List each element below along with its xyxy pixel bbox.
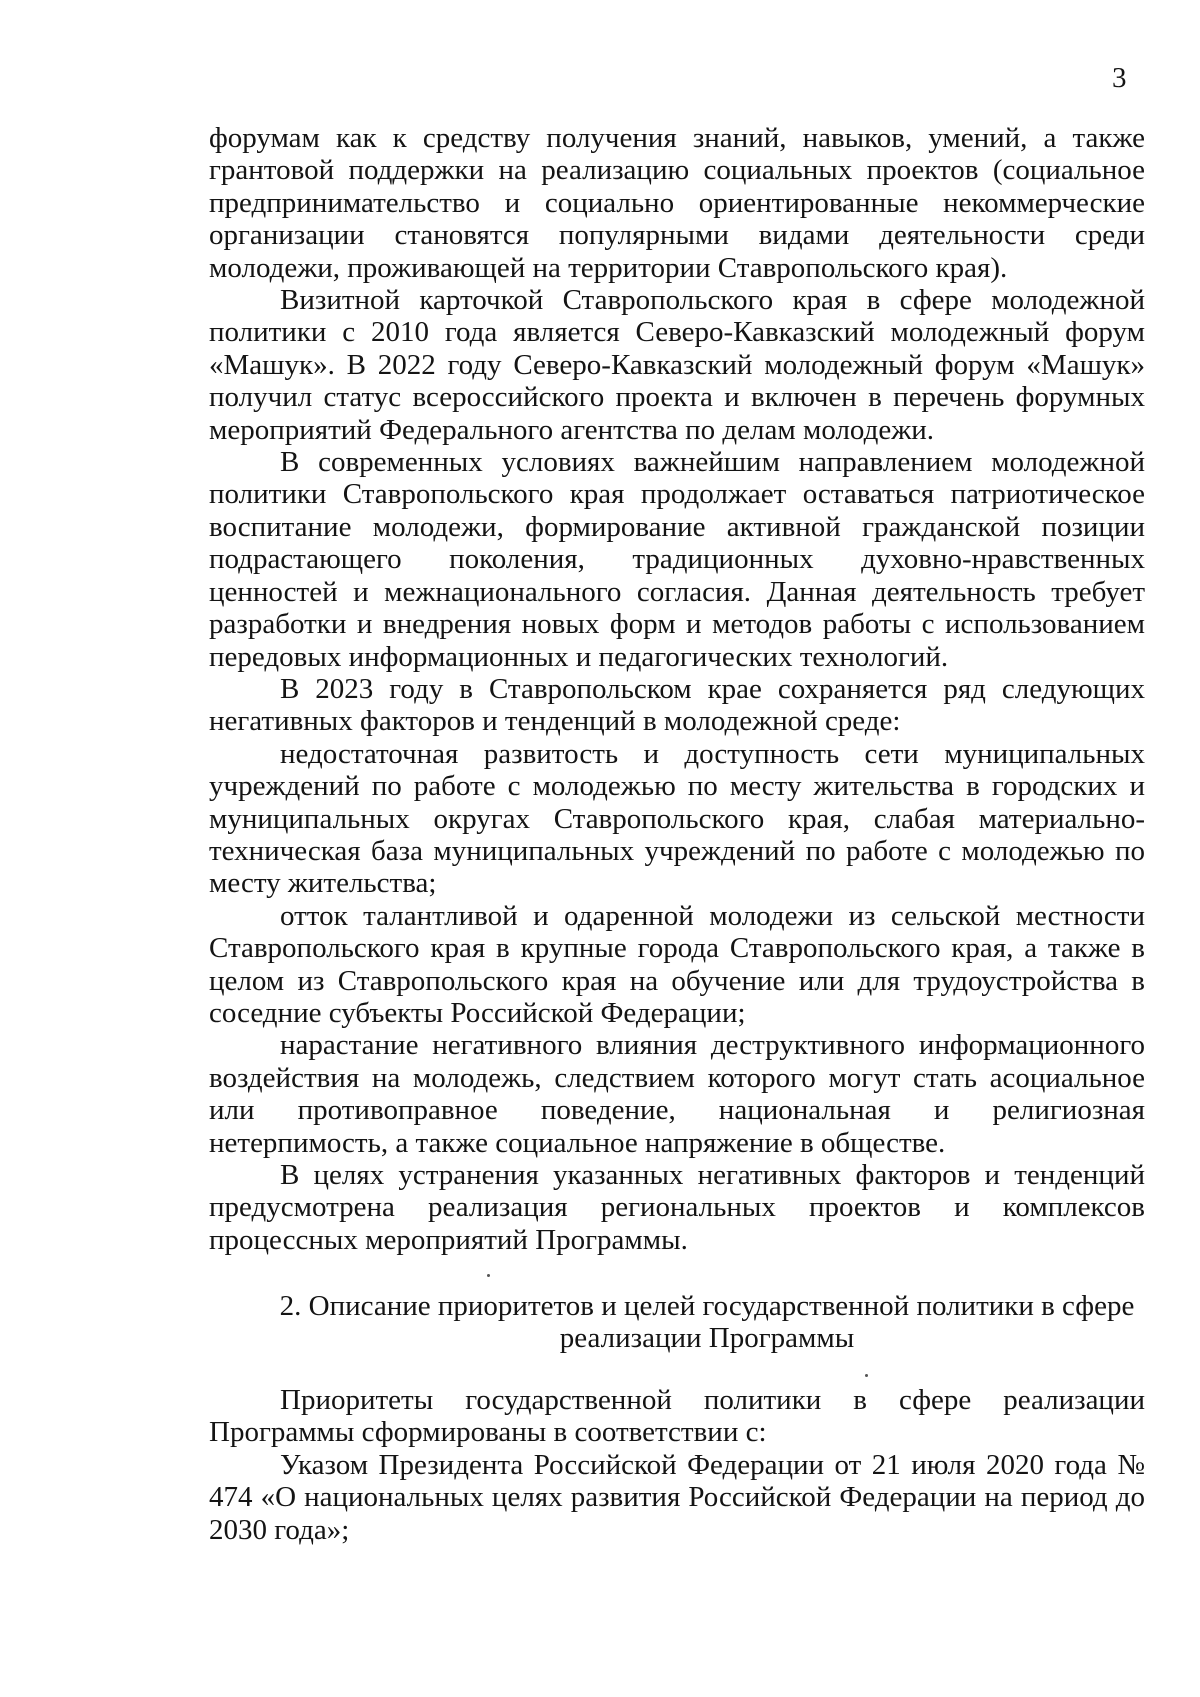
paragraph: В современных условиях важнейшим направлением молодежной политики Ставропольского края продолжает оставаться патриотическое воспитание молодежи, формирование активной гражданской позиции подрастающего поколения, традиционных духовно-нравственных ценностей и межнационального согласия. Данная деятельность требует разработки и внедрения новых форм и методов работы с использованием передовых информационных и педагогических технологий. (209, 446, 1145, 673)
scan-speck (487, 1274, 490, 1277)
paragraph: Приоритеты государственной политики в сфере реализации Программы сформированы в соответствии с: (209, 1384, 1145, 1449)
list-item: недостаточная развитость и доступность сети муниципальных учреждений по работе с молодежью по месту жительства в городских и муниципальных округах Ставропольского края, слабая материально-техническая база муниципальных учреждений по работе с молодежью по месту жительства; (209, 737, 1145, 900)
list-item: нарастание негативного влияния деструктивного информационного воздействия на молодежь, следствием которого могут стать асоциальное или противоправное поведение, национальная и религиозная нетерпимость, а также социальное напряжение в обществе. (209, 1029, 1145, 1159)
section-heading (209, 1290, 1145, 1355)
paragraph: В 2023 году в Ставропольском крае сохраняется ряд следующих негативных факторов и тенденций в молодежной среде: (209, 672, 1145, 738)
paragraph: Визитной карточкой Ставропольского края в сфере молодежной политики с 2010 года является Северо-Кавказский молодежный форум «Машук». В 2022 году Северо-Кавказский молодежный форум «Машук» получил статус всероссийского проекта и включен в перечень форумных мероприятий Федерального агентства по делам молодежи. (209, 284, 1145, 446)
section-heading-line: реализации Программы (559, 1322, 855, 1355)
body-text (209, 122, 1145, 1256)
list-item: отток талантливой и одаренной молодежи из сельской местности Ставропольского края в крупные города Ставропольского края, а также в целом из Ставропольского края на обучение или для трудоустройства в соседние субъекты Российской Федерации; (209, 899, 1145, 1029)
section-heading-line: 2. Описание приоритетов и целей государственной политики в сфере (279, 1290, 1135, 1322)
scan-speck (865, 1374, 868, 1377)
paragraph: форумам как к средству получения знаний, навыков, умений, а также грантовой поддержки на реализацию социальных проектов (социальное предпринимательство и социально ориентированные некоммерческие организации становятся популярными видами деятельности среди молодежи, проживающей на территории Ставропольского края). (209, 122, 1145, 284)
paragraph: Указом Президента Российской Федерации от 21 июля 2020 года № 474 «О национальных целях развития Российской Федерации на период до 2030 года»; (209, 1448, 1145, 1546)
paragraph: В целях устранения указанных негативных факторов и тенденций предусмотрена реализация региональных проектов и комплексов процессных мероприятий Программы. (209, 1159, 1145, 1256)
page-number: 3 (1112, 62, 1127, 94)
priorities-text (209, 1384, 1145, 1546)
